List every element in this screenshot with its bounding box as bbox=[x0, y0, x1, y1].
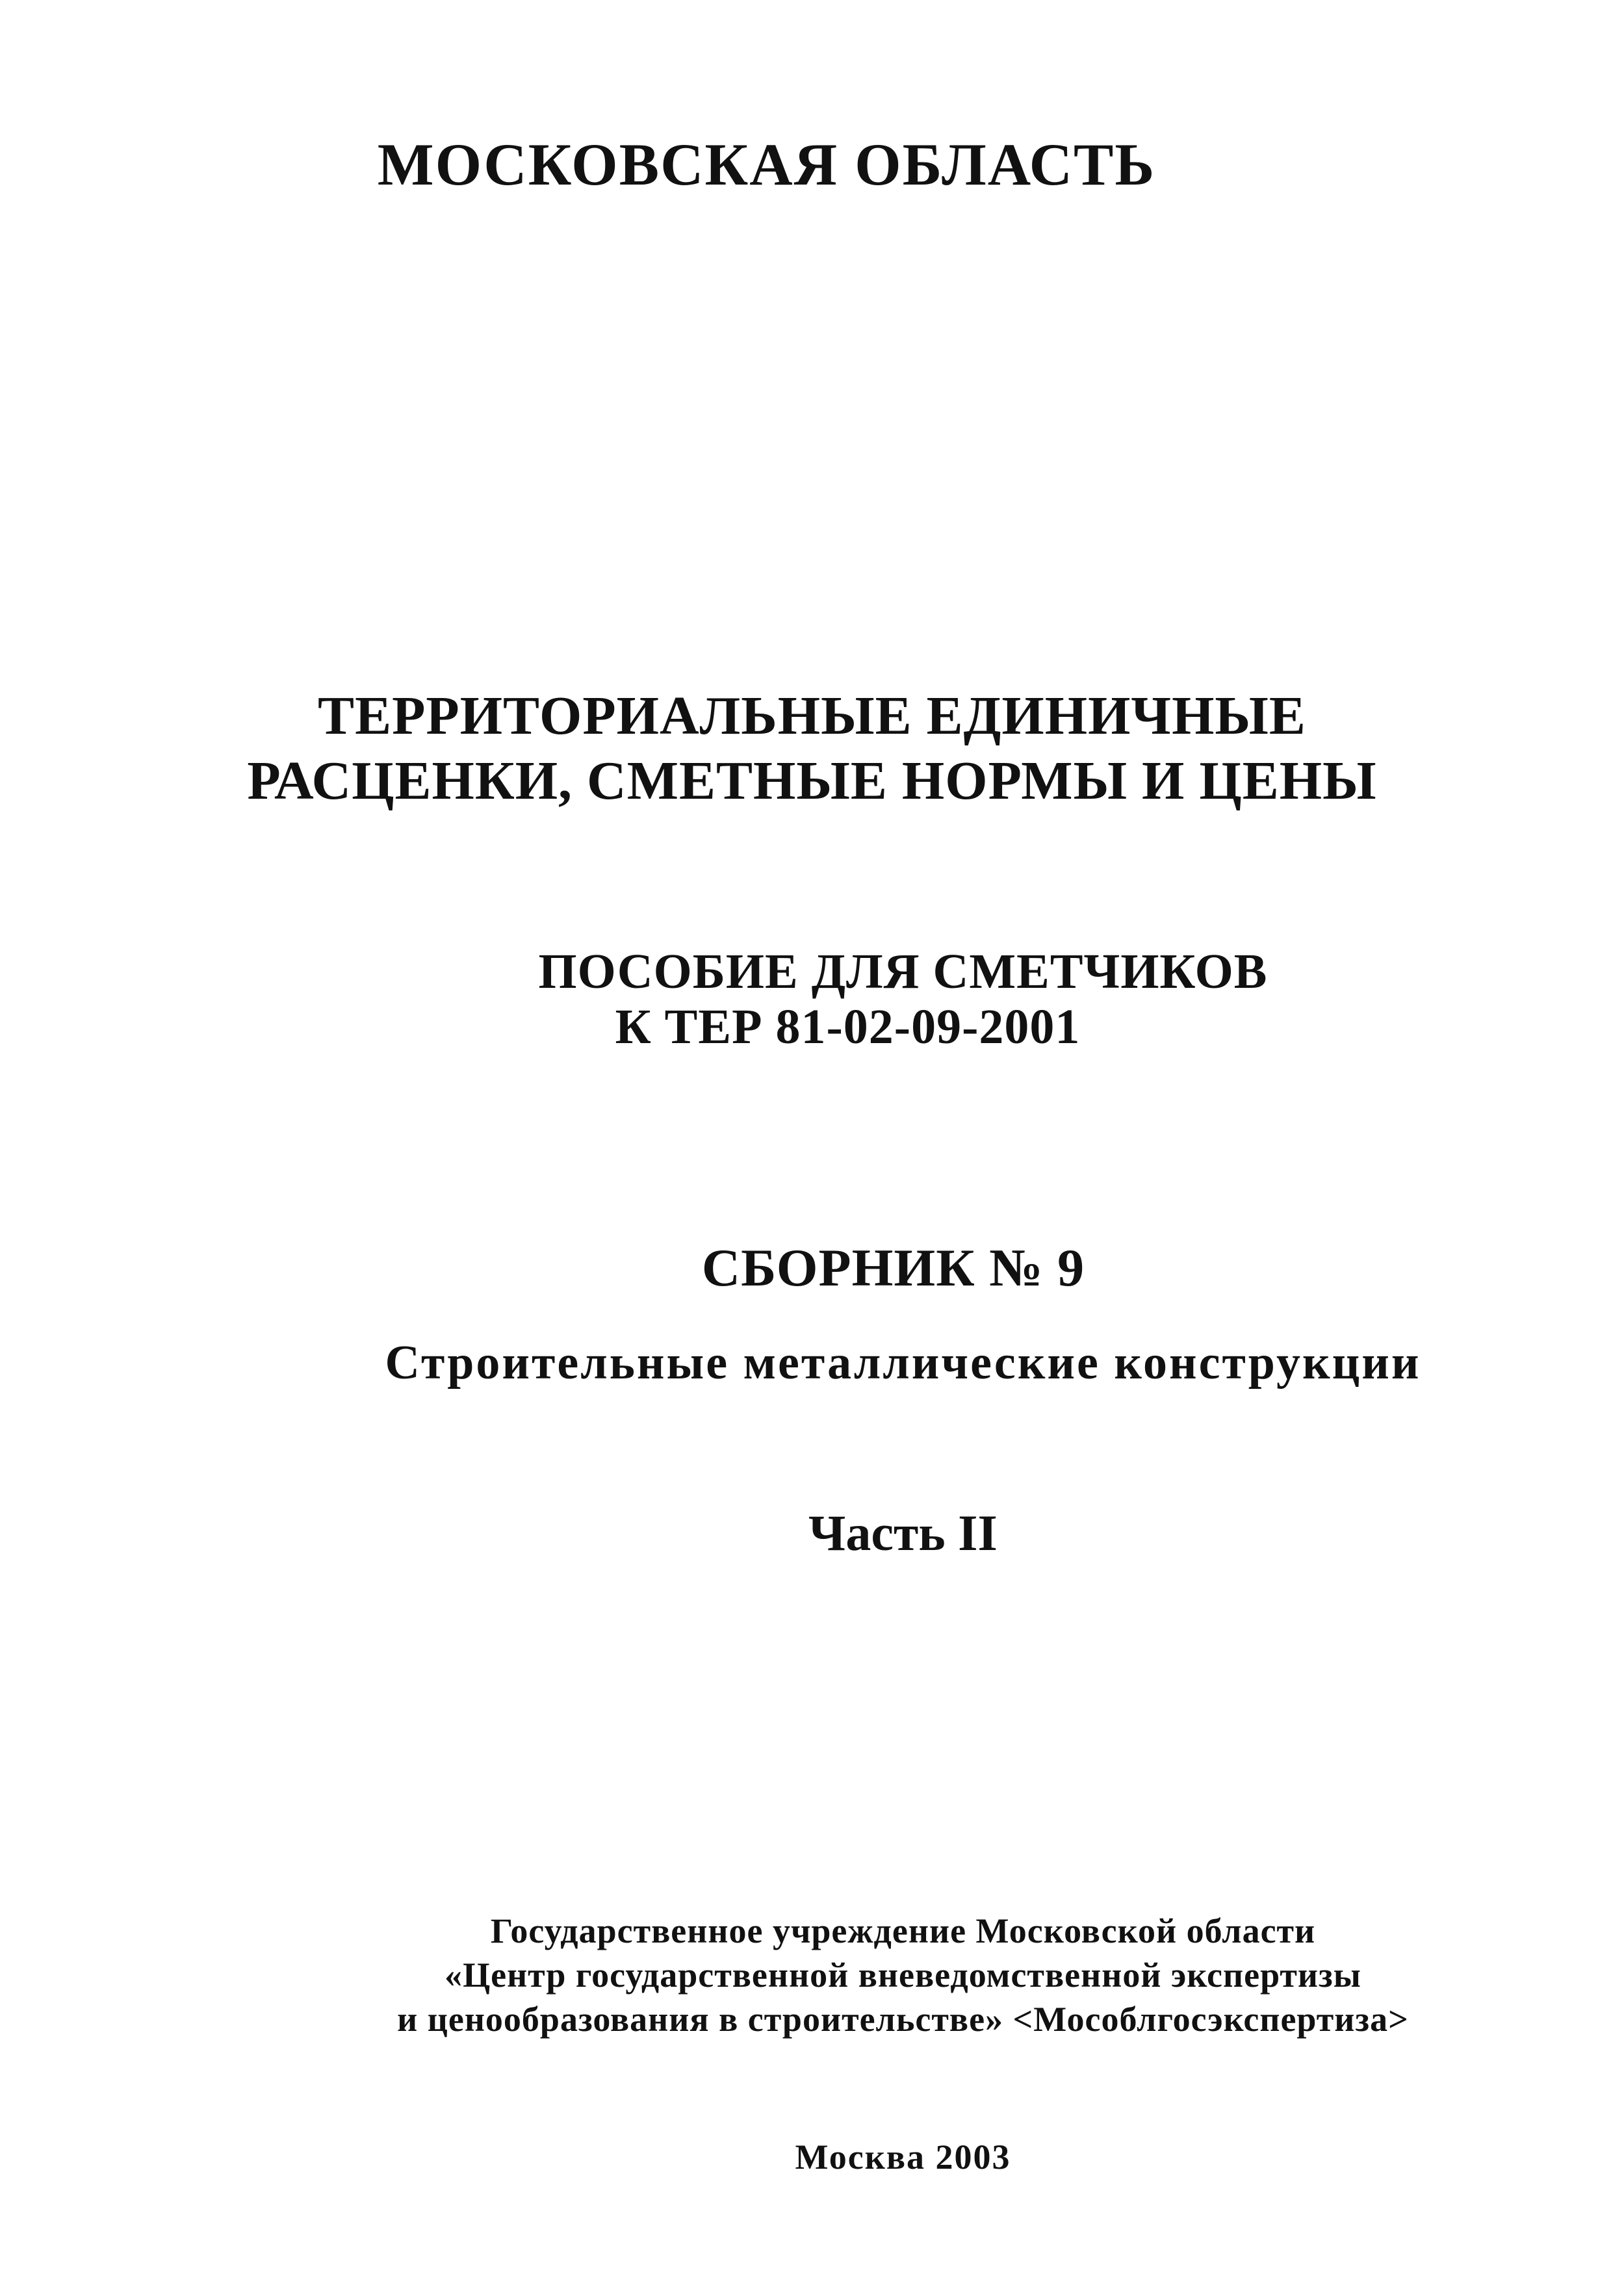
collection-subject: Строительные металлические конструкции bbox=[385, 1336, 1421, 1389]
collection-number: СБОРНИК № 9 bbox=[701, 1238, 1085, 1297]
document-title-line-1: ТЕРРИТОРИАЛЬНЫЕ ЕДИНИЧНЫЕ bbox=[318, 686, 1306, 746]
publisher-line-3: и ценообразования в строительстве» <Мособлгосэкспертиза> bbox=[397, 2000, 1409, 2039]
manual-subtitle-line-1: ПОСОБИЕ ДЛЯ СМЕТЧИКОВ bbox=[538, 944, 1268, 999]
imprint-city-year: Москва 2003 bbox=[795, 2138, 1011, 2177]
publisher-line-1: Государственное учреждение Московской области bbox=[490, 1911, 1316, 1950]
region-heading: МОСКОВСКАЯ ОБЛАСТЬ bbox=[377, 131, 1156, 198]
collection-part: Часть II bbox=[808, 1505, 998, 1561]
document-title-line-2: РАСЦЕНКИ, СМЕТНЫЕ НОРМЫ И ЦЕНЫ bbox=[247, 751, 1377, 811]
manual-subtitle-line-2: К ТЕР 81-02-09-2001 bbox=[615, 1000, 1081, 1054]
publisher-line-2: «Центр государственной вневедомственной экспертизы bbox=[445, 1956, 1361, 1995]
